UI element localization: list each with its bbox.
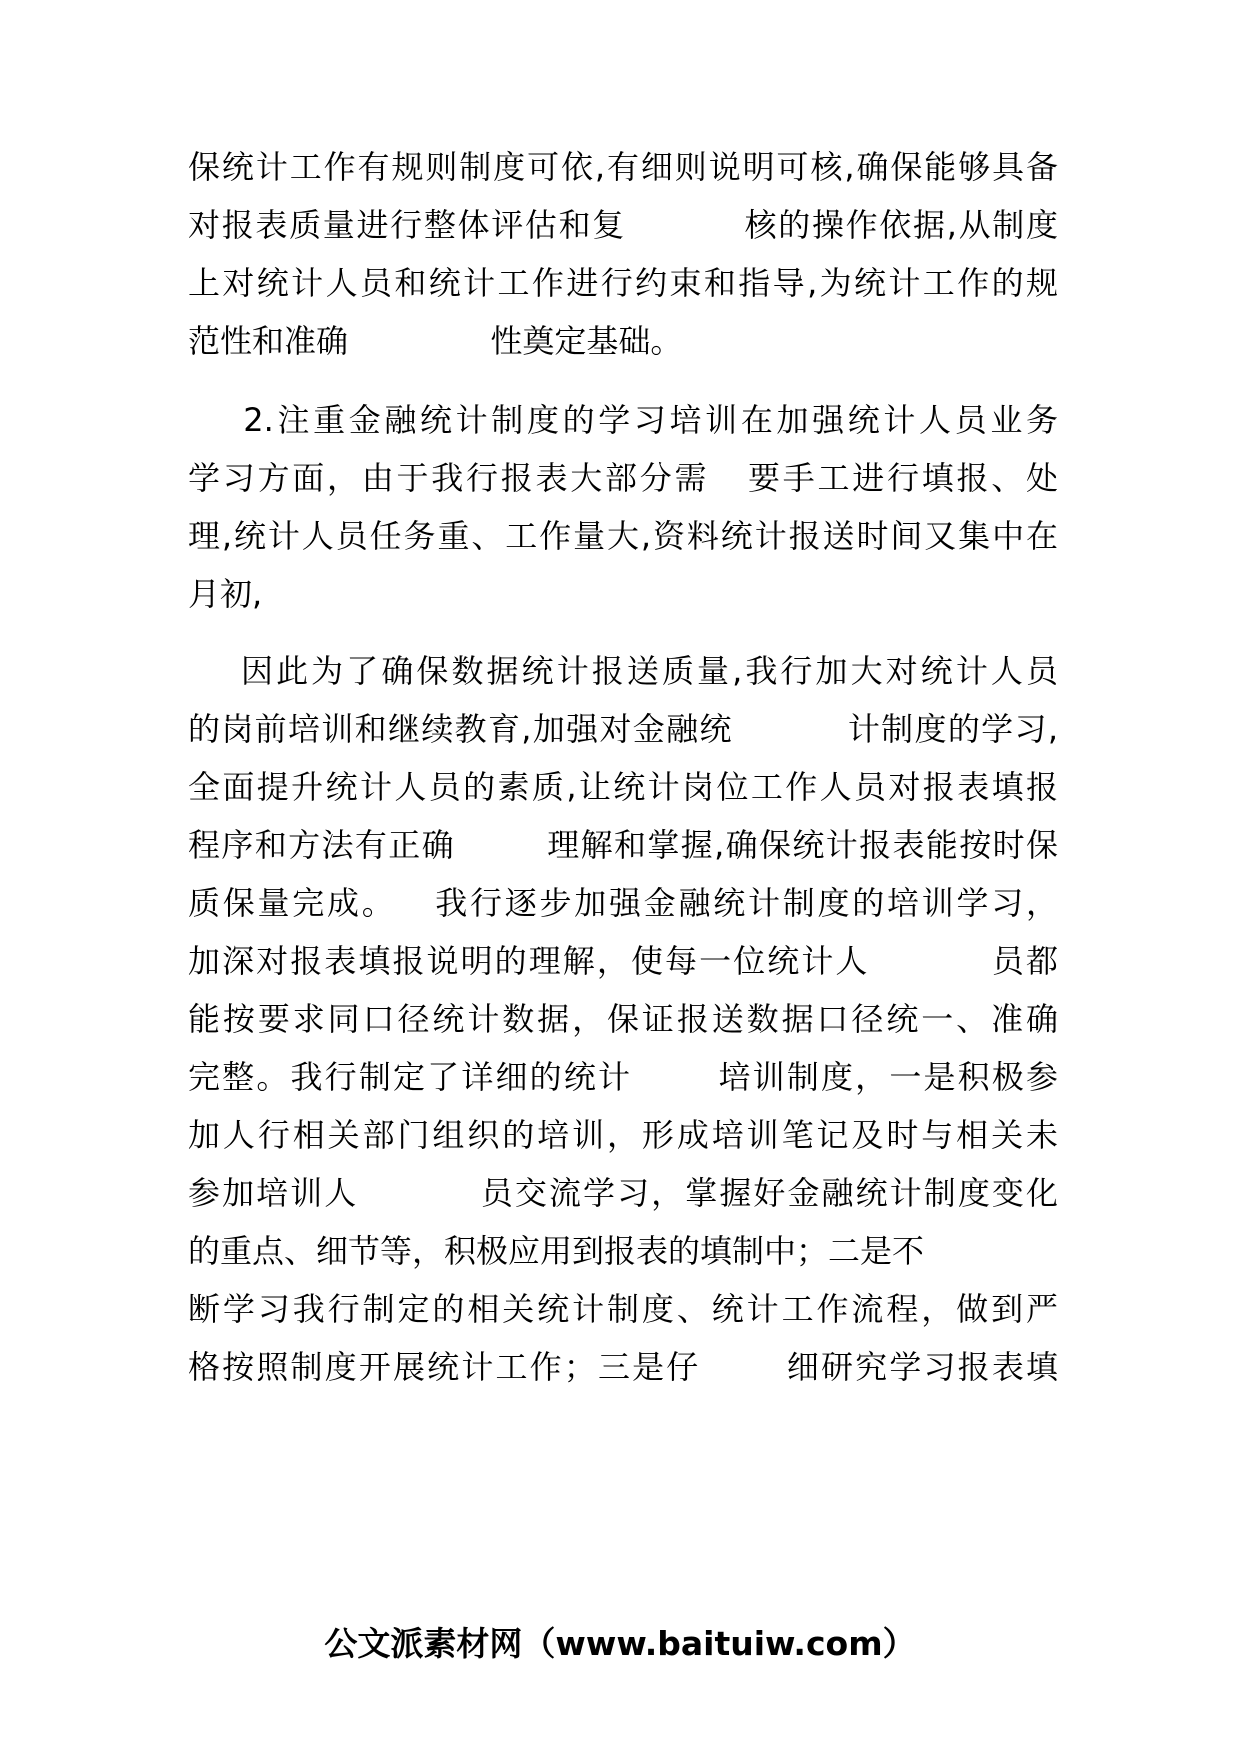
text-line: 程序和方法有正确 理解和掌握,确保统计报表能按时保 xyxy=(188,826,1058,864)
text-line: 的岗前培训和继续教育,加强对金融统 计制度的学习, xyxy=(188,710,1058,748)
text-line: 完整。我行制定了详细的统计 培训制度，一是积极参 xyxy=(188,1058,1058,1096)
text-line: 能按要求同口径统计数据，保证报送数据口径统一、准确 xyxy=(188,1000,1058,1038)
text-line: 月初, xyxy=(188,575,263,613)
text-line: 格按照制度开展统计工作；三是仔 细研究学习报表填 xyxy=(188,1348,1058,1386)
text-line: 的重点、细节等，积极应用到报表的填制中；二是不 xyxy=(188,1232,925,1270)
text-line: 质保量完成。 我行逐步加强金融统计制度的培训学习， xyxy=(188,884,1058,922)
footer-source: 公文派素材网（www.baituiw.com） xyxy=(324,1624,916,1663)
text-line: 加深对报表填报说明的理解，使每一位统计人 员都 xyxy=(188,942,1058,980)
text-line: 范性和准确 性奠定基础。 xyxy=(188,322,683,360)
text-line: 断学习我行制定的相关统计制度、统计工作流程，做到严 xyxy=(188,1290,1058,1328)
text-line: 上对统计人员和统计工作进行约束和指导,为统计工作的规 xyxy=(188,264,1058,302)
text-line: 学习方面，由于我行报表大部分需 要手工进行填报、处 xyxy=(188,459,1058,497)
text-line: 理,统计人员任务重、工作量大,资料统计报送时间又集中在 xyxy=(188,517,1058,555)
text-line: 保统计工作有规则制度可依,有细则说明可核,确保能够具备 xyxy=(188,148,1058,186)
text-line: 加人行相关部门组织的培训，形成培训笔记及时与相关未 xyxy=(188,1116,1058,1154)
text-line: 2.注重金融统计制度的学习培训在加强统计人员业务 xyxy=(188,401,1058,439)
text-line: 全面提升统计人员的素质,让统计岗位工作人员对报表填报 xyxy=(188,768,1058,806)
text-line: 对报表质量进行整体评估和复 核的操作依据,从制度 xyxy=(188,206,1058,244)
text-line: 因此为了确保数据统计报送质量,我行加大对统计人员 xyxy=(188,652,1058,690)
text-line: 参加培训人 员交流学习，掌握好金融统计制度变化 xyxy=(188,1174,1058,1212)
